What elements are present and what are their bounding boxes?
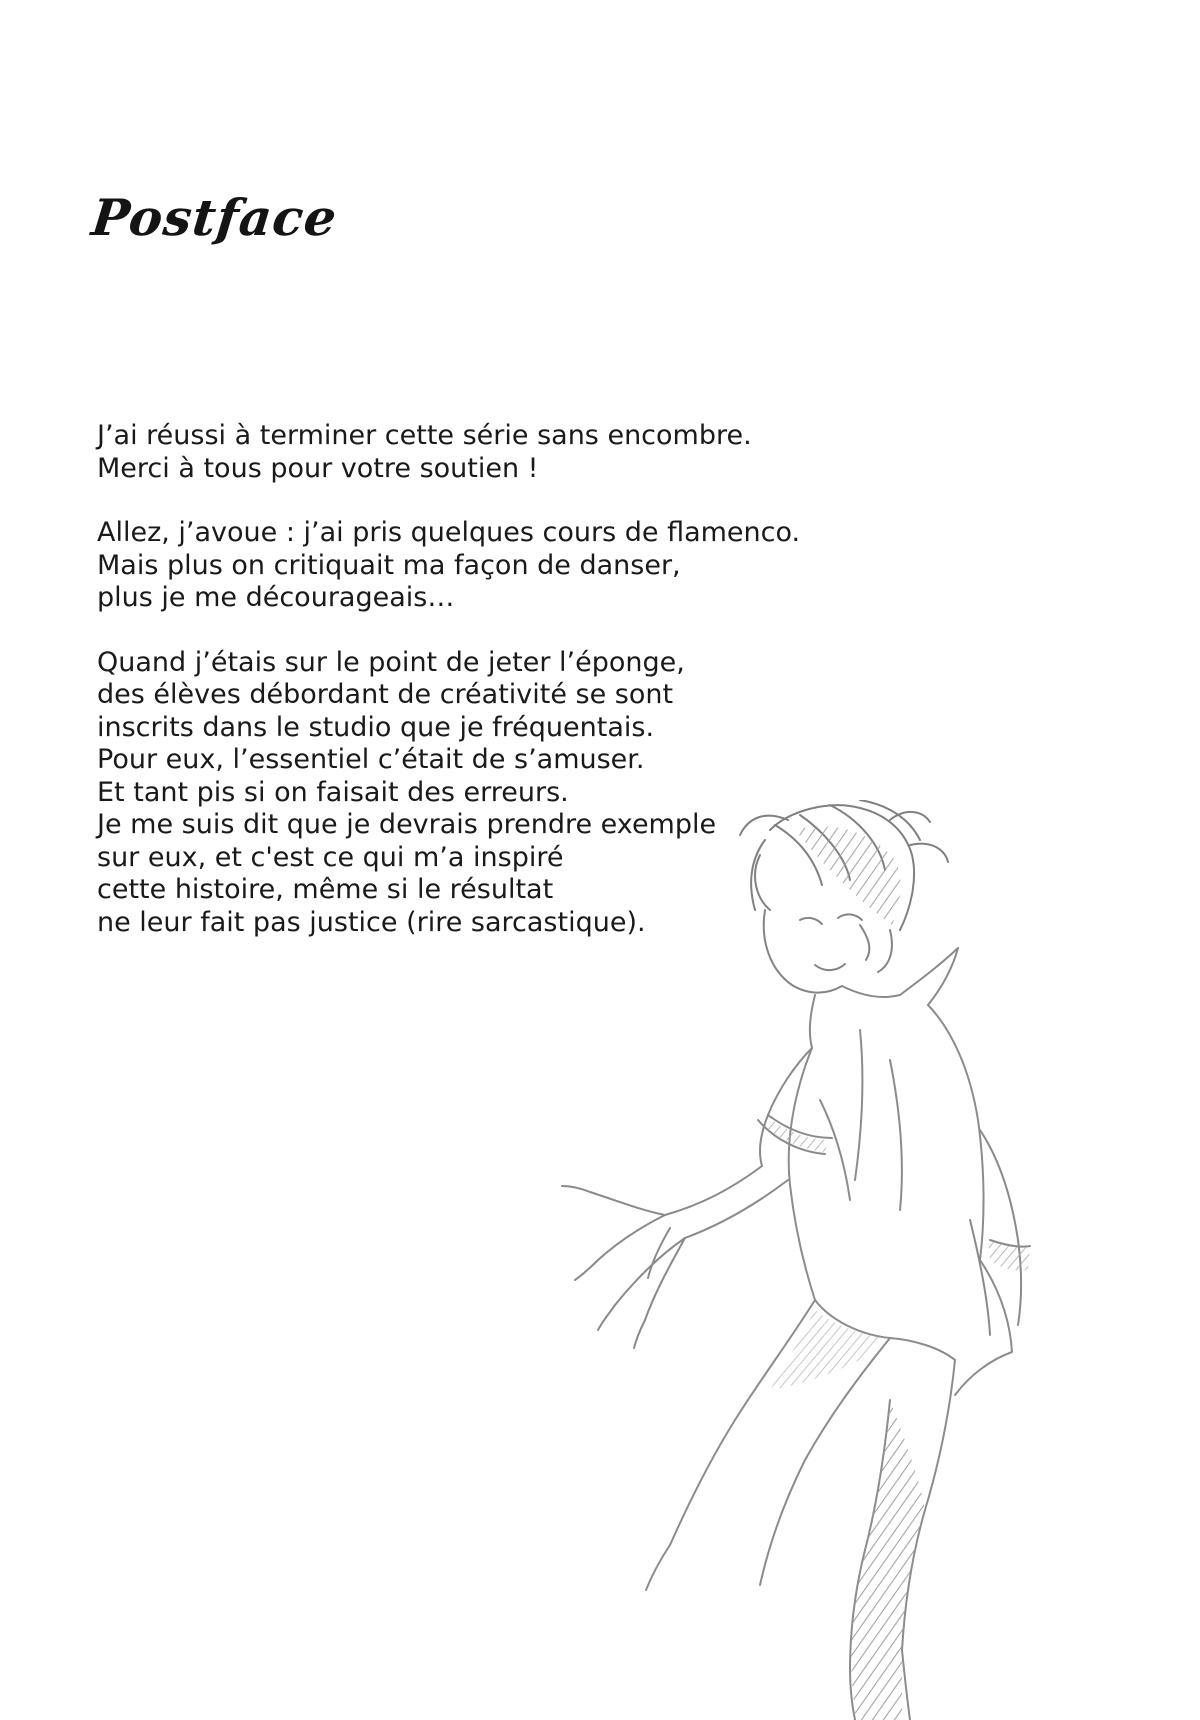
arm-hand-sketch	[562, 1166, 788, 1348]
text-line: sur eux, et c'est ce qui m’a inspiré	[97, 841, 564, 873]
text-line: des élèves débordant de créativité se sont	[97, 679, 674, 710]
text-line: cette histoire, même si le résultat	[97, 874, 554, 905]
collar-sketch	[810, 948, 958, 1048]
text-line: Je me suis dit que je devrais prendre exemple	[97, 809, 717, 840]
text-line: Pour eux, l’essentiel c’était de s’amuser.	[97, 744, 645, 775]
text-line: Et tant pis si on faisait des erreurs.	[97, 776, 569, 808]
paragraph-2	[97, 517, 917, 615]
face-sketch	[764, 910, 892, 993]
text-line: Quand j’étais sur le point de jeter l’éponge,	[97, 646, 685, 678]
text-line: plus je me décourageais…	[97, 582, 455, 613]
text-line: Mais plus on critiquait ma façon de danser,	[97, 549, 681, 581]
paragraph-1	[97, 420, 917, 485]
text-line: inscrits dans le studio que je fréquentais.	[97, 711, 655, 743]
text-line: Merci à tous pour votre soutien !	[97, 452, 539, 484]
text-line: ne leur fait pas justice (rire sarcastique).	[97, 906, 646, 938]
text-line: J’ai réussi à terminer cette série sans encombre.	[97, 420, 752, 451]
cuff-shading	[988, 1238, 1030, 1271]
hair-shading	[795, 826, 901, 925]
text-line: Allez, j’avoue : j’ai pris quelques cours de flamenco.	[97, 517, 801, 548]
thigh-shading	[770, 1310, 885, 1390]
right-arm-sketch	[970, 1130, 1030, 1335]
dancing-man-illustration	[560, 800, 1120, 1720]
page-title: Postface	[88, 188, 341, 247]
